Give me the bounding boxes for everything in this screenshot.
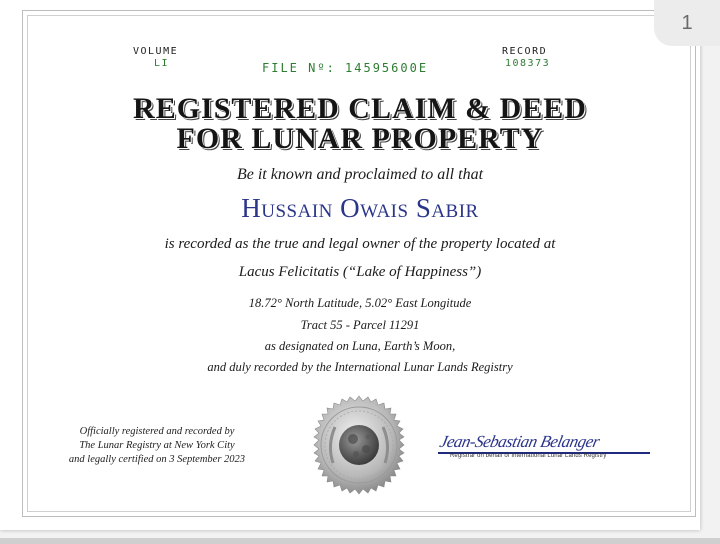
volume-label: VOLUME — [133, 46, 179, 57]
proclaim-text: Be it known and proclaimed to all that — [236, 166, 484, 183]
record-label: RECORD — [502, 46, 548, 57]
recorded-by-text: and duly recorded by the International Lunar Lands Registry — [207, 360, 513, 374]
registration-note-line-1: Officially registered and recorded by — [79, 426, 235, 437]
bottom-scroll-edge — [0, 538, 720, 544]
recorded-text: is recorded as the true and legal owner of the property located at — [164, 236, 556, 252]
title-line-2: FOR LUNAR PROPERTY — [176, 122, 544, 155]
title-line-1: REGISTERED CLAIM & DEED — [133, 92, 587, 125]
file-number: FILE Nº: 14595600E — [262, 61, 429, 75]
coordinates-text: 18.72° North Latitude, 5.02° East Longitude — [248, 296, 472, 310]
location-text: Lacus Felicitatis (“Lake of Happiness”) — [238, 264, 482, 280]
registration-note — [52, 425, 262, 467]
owner-name: Hussain Owais Sabir — [241, 193, 479, 223]
volume-value: LI — [154, 58, 170, 69]
registration-note-line-3: and legally certified on 3 September 2023 — [68, 454, 246, 465]
tract-text: Tract 55 - Parcel 11291 — [300, 318, 420, 332]
registrar-signature: Jean-Sebastian Belanger — [438, 432, 602, 451]
moon-seal-icon — [306, 395, 412, 495]
registration-note-line-2: The Lunar Registry at New York City — [79, 440, 235, 451]
page-number-badge: 1 — [654, 0, 720, 46]
record-value: 108373 — [505, 58, 551, 69]
signature-caption: Registrar on behalf of International Lunar Lands Registry — [450, 453, 607, 459]
designated-text: as designated on Luna, Earth’s Moon, — [264, 339, 456, 353]
